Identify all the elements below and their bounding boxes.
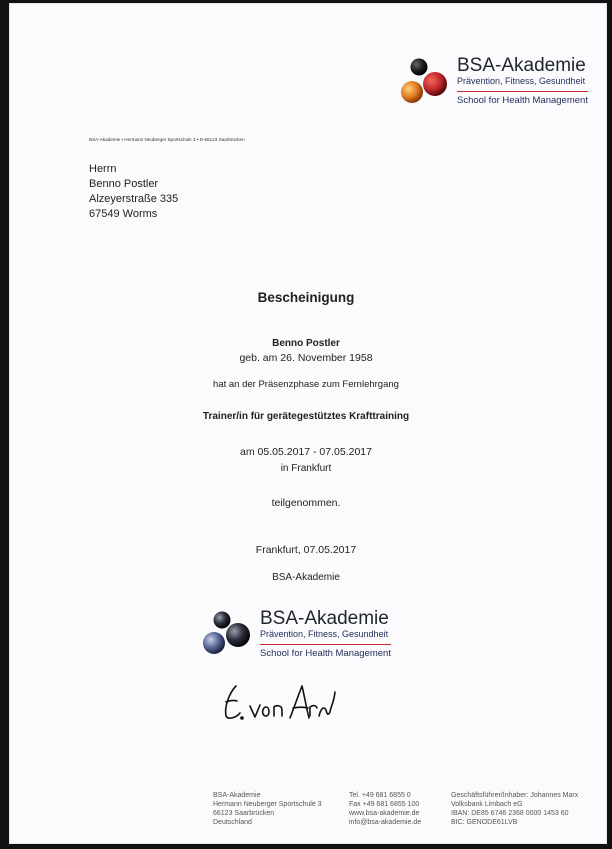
footer-email: info@bsa-akademie.de bbox=[349, 819, 422, 826]
logo-balls-icon bbox=[389, 56, 451, 108]
footer-address bbox=[213, 791, 322, 827]
recipient-salutation: Herrn bbox=[89, 163, 117, 175]
recipient-name: Benno Postler bbox=[89, 178, 159, 190]
footer-line: Deutschland bbox=[213, 819, 252, 826]
header-logo bbox=[389, 56, 588, 108]
stamp-brand: BSA-Akademie bbox=[260, 608, 389, 629]
birth-date: geb. am 26. November 1958 bbox=[239, 352, 373, 364]
stamp-tagline: Prävention, Fitness, Gesundheit bbox=[260, 629, 391, 645]
footer-line: Geschäftsführer/Inhaber: Johannes Marx bbox=[451, 792, 579, 799]
footer-website: www.bsa-akademie.de bbox=[349, 810, 420, 817]
stamp-balls-icon bbox=[196, 609, 256, 659]
intro-text: hat an der Präsenzphase zum Fernlehrgang bbox=[213, 379, 399, 390]
certificate-title: Bescheinigung bbox=[257, 290, 355, 305]
participant-name: Benno Postler bbox=[272, 338, 340, 349]
course-place: in Frankfurt bbox=[280, 463, 332, 474]
footer-contact bbox=[349, 791, 421, 827]
issuer-name: BSA-Akademie bbox=[272, 572, 340, 583]
footer-line: BSA-Akademie bbox=[213, 792, 261, 799]
stamp-school: School for Health Management bbox=[260, 648, 391, 659]
footer-line: Volksbank Limbach eG bbox=[451, 801, 523, 808]
signature bbox=[218, 680, 338, 726]
recipient-street: Alzeyerstraße 335 bbox=[89, 193, 179, 205]
footer-bank bbox=[451, 791, 578, 827]
scan-edge-left bbox=[0, 0, 9, 849]
stamp-logo bbox=[196, 609, 391, 660]
logo-tagline: Prävention, Fitness, Gesundheit bbox=[457, 76, 588, 92]
sender-line: BSA-Akademie • Hermann Neuberger Sportschule 3 • D-66123 Saarbrücken bbox=[89, 137, 245, 142]
logo-brand: BSA-Akademie bbox=[457, 55, 586, 76]
completion-text: teilgenommen. bbox=[271, 497, 341, 509]
recipient-city: 67549 Worms bbox=[89, 208, 158, 220]
course-dates: am 05.05.2017 - 07.05.2017 bbox=[240, 446, 372, 458]
issue-date-place: Frankfurt, 07.05.2017 bbox=[255, 544, 357, 556]
footer-fax: Fax +49 681 6855 100 bbox=[349, 801, 420, 808]
scan-edge-bottom bbox=[0, 843, 612, 849]
course-title: Trainer/in für gerätegestütztes Krafttraining bbox=[202, 411, 410, 422]
footer-line: IBAN: DE85 6746 2368 0000 1453 60 bbox=[451, 810, 569, 817]
footer-line: 66123 Saarbrücken bbox=[213, 810, 275, 817]
scan-edge-right bbox=[606, 0, 612, 849]
footer-line: Hermann Neuberger Sportschule 3 bbox=[213, 801, 322, 808]
footer-line: BIC: GENODE61LVB bbox=[451, 819, 518, 826]
footer-phone: Tel. +49 681 6855 0 bbox=[349, 792, 411, 799]
logo-school: School for Health Management bbox=[457, 95, 588, 106]
recipient-address bbox=[89, 162, 178, 222]
